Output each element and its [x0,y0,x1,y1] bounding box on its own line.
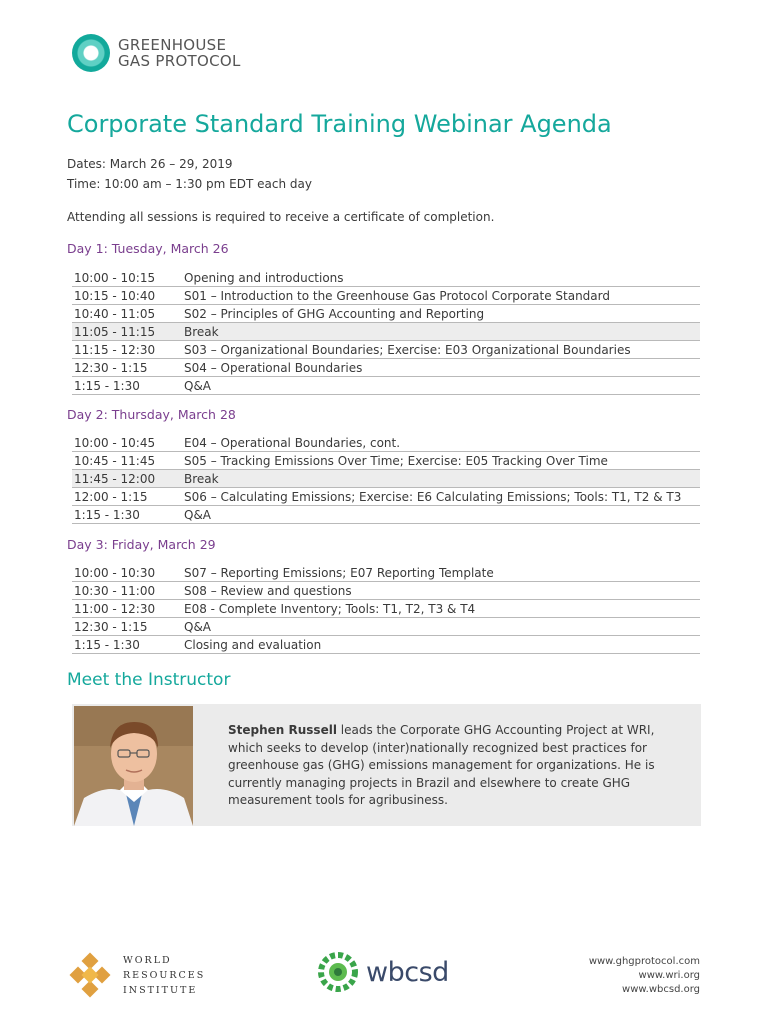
table-row [72,564,700,582]
session-title: Break [182,323,700,341]
table-row [72,434,700,452]
certificate-requirement: Attending all sessions is required to receive a certificate of completion. [67,210,495,224]
meet-instructor-heading: Meet the Instructor [67,670,231,690]
session-title: Q&A [182,506,700,524]
footer-link-wbcsd[interactable]: www.wbcsd.org [622,984,700,995]
instructor-photo [74,706,193,826]
table-row [72,269,700,287]
session-time: 10:15 - 10:40 [72,287,182,305]
table-row [72,636,700,654]
day-2-heading: Day 2: Thursday, March 28 [67,407,236,422]
day-3-agenda-table [72,564,700,654]
session-time: 10:00 - 10:15 [72,269,182,287]
session-time: 10:45 - 11:45 [72,452,182,470]
session-title: Q&A [182,377,700,395]
instructor-name: Stephen Russell [228,723,337,737]
session-title: Opening and introductions [182,269,700,287]
session-title: S01 – Introduction to the Greenhouse Gas Protocol Corporate Standard [182,287,700,305]
session-title: S05 – Tracking Emissions Over Time; Exercise: E05 Tracking Over Time [182,452,700,470]
instructor-bio [228,722,668,810]
logo-line-1: GREENHOUSE [118,36,227,54]
table-row [72,377,700,395]
session-title: S07 – Reporting Emissions; E07 Reporting Template [182,564,700,582]
table-row [72,488,700,506]
event-time: Time: 10:00 am – 1:30 pm EDT each day [67,177,312,191]
table-row [72,287,700,305]
wri-line-1: WORLD [123,954,172,966]
session-title: Q&A [182,618,700,636]
session-title: S04 – Operational Boundaries [182,359,700,377]
ghg-protocol-logo-icon [72,34,110,72]
table-row [72,341,700,359]
event-info [67,154,312,194]
session-time: 10:00 - 10:45 [72,434,182,452]
session-time: 12:30 - 1:15 [72,618,182,636]
instructor-portrait-image [74,706,193,826]
table-row [72,305,700,323]
footer-link-wri[interactable]: www.wri.org [638,970,700,981]
session-time: 10:00 - 10:30 [72,564,182,582]
instructor-bio-text: leads the Corporate GHG Accounting Project at WRI, which seeks to develop (inter)nationally recognized best practices for greenhouse gas (GHG) emissions management for organizations. He is currently managing projects in Brazil and elsewhere to create GHG measurement tools for agribusiness. [228,723,655,807]
day-2-agenda-table [72,434,700,524]
session-time: 11:15 - 12:30 [72,341,182,359]
table-row [72,506,700,524]
day-1-heading: Day 1: Tuesday, March 26 [67,241,229,256]
table-row [72,470,700,488]
logo-text [118,37,241,69]
session-time: 12:00 - 1:15 [72,488,182,506]
session-title: E04 – Operational Boundaries, cont. [182,434,700,452]
session-time: 11:45 - 12:00 [72,470,182,488]
table-row [72,582,700,600]
event-dates: Dates: March 26 – 29, 2019 [67,157,233,171]
wri-line-2: RESOURCES [123,969,206,981]
table-row [72,359,700,377]
wbcsd-logo [316,950,449,994]
table-row [72,452,700,470]
session-title: S06 – Calculating Emissions; Exercise: E6 Calculating Emissions; Tools: T1, T2 & T3 [182,488,700,506]
session-time: 12:30 - 1:15 [72,359,182,377]
session-time: 11:00 - 12:30 [72,600,182,618]
session-time: 1:15 - 1:30 [72,636,182,654]
table-row [72,600,700,618]
wbcsd-logo-text: wbcsd [366,956,449,988]
page-title: Corporate Standard Training Webinar Agenda [67,110,612,138]
footer-links [589,955,700,997]
session-time: 1:15 - 1:30 [72,377,182,395]
wri-line-3: INSTITUTE [123,984,198,996]
day-1-agenda-table [72,269,700,395]
session-time: 10:30 - 11:00 [72,582,182,600]
session-time: 1:15 - 1:30 [72,506,182,524]
session-time: 10:40 - 11:05 [72,305,182,323]
table-row [72,618,700,636]
wri-logo-icon [67,952,113,998]
table-row [72,323,700,341]
logo-line-2: GAS PROTOCOL [118,52,241,70]
session-time: 11:05 - 11:15 [72,323,182,341]
wri-logo [67,952,205,998]
session-title: Closing and evaluation [182,636,700,654]
wri-logo-text [123,953,205,998]
session-title: S03 – Organizational Boundaries; Exercise: E03 Organizational Boundaries [182,341,700,359]
footer-link-ghgprotocol[interactable]: www.ghgprotocol.com [588,956,700,967]
session-title: Break [182,470,700,488]
wbcsd-logo-icon [316,950,360,994]
session-title: S08 – Review and questions [182,582,700,600]
day-3-heading: Day 3: Friday, March 29 [67,537,216,552]
session-title: S02 – Principles of GHG Accounting and Reporting [182,305,700,323]
instructor-card [72,704,701,826]
ghg-protocol-logo [72,34,241,72]
session-title: E08 - Complete Inventory; Tools: T1, T2, T3 & T4 [182,600,700,618]
